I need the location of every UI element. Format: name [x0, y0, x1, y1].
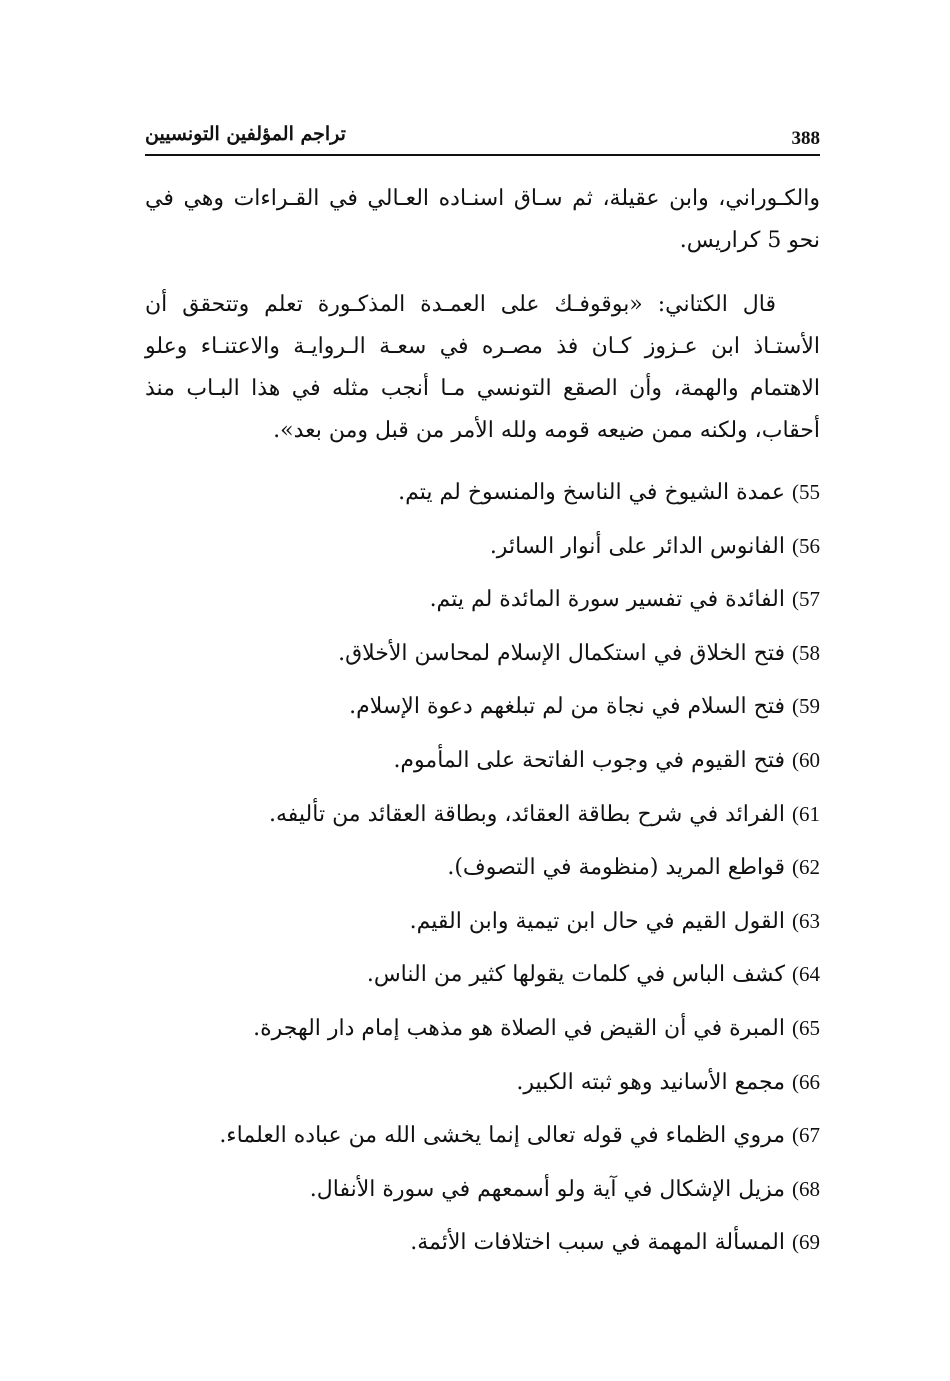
list-item: [145, 680, 820, 734]
item-title: قواطع المريد (منظومة في التصوف).: [447, 855, 785, 881]
item-number: 59): [792, 694, 820, 719]
item-title: مروي الظماء في قوله تعالى إنما يخشى الله من عباده العلماء.: [219, 1123, 785, 1149]
list-item: [145, 788, 820, 842]
list-item: [145, 520, 820, 574]
list-item: [145, 1216, 820, 1270]
works-list: [145, 466, 820, 1270]
item-title: فتح القيوم في وجوب الفاتحة على المأموم.: [393, 747, 785, 773]
item-number: 67): [792, 1123, 820, 1148]
item-number: 55): [792, 480, 820, 504]
page-number: 388: [791, 128, 820, 149]
list-item: [145, 1002, 820, 1056]
list-item: [145, 573, 820, 627]
list-item: [145, 895, 820, 949]
item-number: 64): [792, 962, 820, 987]
item-number: 65): [792, 1015, 820, 1040]
paragraph-continuation: والكـوراني، وابن عقيلة، ثم سـاق اسنـاده العـالي في القـراءات وهي في نحو 5 كراريس.: [145, 186, 820, 253]
list-item: [145, 1109, 820, 1163]
body-text: [145, 178, 820, 1270]
item-title: مجمع الأسانيد وهو ثبته الكبير.: [516, 1069, 785, 1095]
item-title: القول القيم في حال ابن تيمية وابن القيم.: [409, 908, 785, 934]
item-title: المبرة في أن القيض في الصلاة هو مذهب إمام دار الهجرة.: [253, 1015, 785, 1041]
page-header: [145, 122, 820, 156]
list-item: [145, 627, 820, 681]
list-item: [145, 466, 820, 520]
item-number: 58): [792, 640, 820, 665]
item-title: عمدة الشيوخ في الناسخ والمنسوخ لم يتم.: [398, 480, 785, 505]
list-item: [145, 948, 820, 1002]
item-title: الفرائد في شرح بطاقة العقائد، وبطاقة العقائد من تأليفه.: [268, 801, 785, 827]
item-number: 60): [792, 747, 820, 772]
item-number: 62): [792, 855, 820, 880]
item-title: كشف الباس في كلمات يقولها كثير من الناس.: [366, 962, 785, 988]
item-title: الفائدة في تفسير سورة المائدة لم يتم.: [429, 587, 785, 613]
item-title: فتح الخلاق في استكمال الإسلام لمحاسن الأخلاق.: [338, 640, 785, 666]
item-number: 66): [792, 1069, 820, 1094]
item-title: الفانوس الدائر على أنوار السائر.: [489, 533, 785, 559]
list-item: [145, 841, 820, 895]
item-number: 56): [792, 533, 820, 558]
item-title: فتح السلام في نجاة من لم تبلغهم دعوة الإسلام.: [349, 694, 785, 720]
running-title: تراجم المؤلفين التونسيين: [145, 123, 346, 145]
item-title: المسألة المهمة في سبب اختلافات الأئمة.: [410, 1230, 785, 1256]
item-number: 61): [792, 801, 820, 826]
paragraph-kattani-quote: قال الكتاني: «بوقوفـك على العمـدة المذكـورة تعلم وتتحقق أن الأستـاذ ابن عـزوز كـان فذ مصـره في سعـة الـروايـة والاعتنـاء وعلو الاهتمام والهمة، وأن الصقع التونسي مـا أنجب مثله في هذا البـاب منذ أحقاب، ولكنه ممن ضيعه قومه ولله الأمر من قبل ومن بعد».: [145, 292, 820, 443]
item-number: 68): [792, 1176, 820, 1201]
list-item: [145, 1163, 820, 1217]
item-number: 57): [792, 587, 820, 612]
list-item: [145, 734, 820, 788]
item-number: 63): [792, 908, 820, 933]
item-title: مزيل الإشكال في آية ولو أسمعهم في سورة الأنفال.: [309, 1176, 785, 1202]
list-item: [145, 1056, 820, 1110]
item-number: 69): [792, 1230, 820, 1255]
